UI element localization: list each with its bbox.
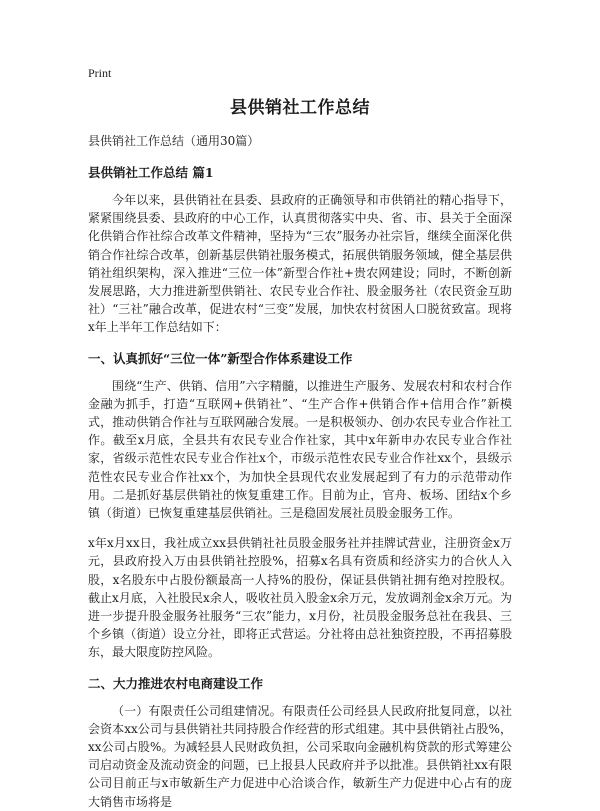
paragraph: x年x月xx日，我社成立xx县供销社社员股金服务社并挂牌试营业，注册资金x万元，县政府投入万由县供销社控股%，招募x名具有资质和经济实力的合伙人入股，x名股东中占股份额最高一人持%的股份，保证县供销社拥有绝对控股权。截止x月底，入社股民x余人，吸收社员入股金x余万元，发放调剂金x余万元。为进一步提升股金服务社服务“三农”能力，x月份，社员股金服务总社在我县、三个乡镇（街道）设立分社，即将正式营运。分社将由总社独资控股，不再招募股东，最大限度防控风险。 bbox=[88, 536, 512, 660]
section-1 bbox=[88, 163, 512, 337]
paragraph: 围绕“生产、供销、信用”六字精髓，以推进生产服务、发展农村和农村合作金融为抓手，打造“互联网+供销社”、“生产合作+供销合作+信用合作”新模式，推动供销合作社与互联网融合发展。一是积极领办、创办农民专业合作社工作。截至x月底，全县共有农民专业合作社家，其中x年新申办农民专业合作社家，省级示范性农民专业合作社x个，市级示范性农民专业合作社xx个，县级示范性农民专业合作社xx个，为加快全县现代农业发展起到了有力的示范带动作用。二是抓好基层供销社的恢复重建工作。目前为止，官舟、板场、团结x个乡镇（街道）已恢复重建基层供销社。三是稳固发展社员股金服务工作。 bbox=[88, 378, 512, 521]
document-title: 县供销社工作总结 bbox=[230, 98, 370, 118]
section-heading: 一、认真抓好“三位一体”新型合作体系建设工作 bbox=[88, 350, 353, 366]
paragraph: 今年以来，县供销社在县委、县政府的正确领导和市供销社的精心指导下，紧紧围绕县委、县政府的中心工作，认真贯彻落实中央、省、市、县关于全面深化供销合作社综合改革文件精神，坚持为“三农”服务办社宗旨，继续全面深化供销合作社综合改革，创新基层供销社服务模式，拓展供销服务领域，健全基层供销社组织架构，深入推进“三位一体”新型合作社+贵农网建设；同时，不断创新发展思路，大力推进新型供销社、农民专业合作社、股金服务社（农民资金互助社）“三社”融合改革，促进农村“三变”发展，加快农村贫困人口脱贫致富。现将x年上半年工作总结如下： bbox=[88, 193, 512, 335]
section-heading: 二、大力推进农村电商建设工作 bbox=[88, 675, 264, 691]
section-heading: 县供销社工作总结 篇1 bbox=[88, 165, 214, 180]
section-2 bbox=[88, 349, 512, 662]
section-3 bbox=[88, 674, 512, 811]
paragraph: （一）有限责任公司组建情况。有限责任公司经县人民政府批复同意，以社会资本xx公司与县供销社共同持股合作经营的形式组建。其中县供销社占股%，xx公司占股%。为减轻县人民财政负担，公司采取向金融机构贷款的形式筹建公司启动资金及流动资金的问题，已上报县人民政府并予以批准。县供销社xx有限公司目前正与x市敏新生产力促进中心洽谈合作，敏新生产力促进中心占有的庞大销售市场将是 bbox=[88, 703, 512, 809]
print-link[interactable]: Print bbox=[88, 66, 112, 80]
document-subtitle: 县供销社工作总结（通用30篇） bbox=[88, 134, 260, 148]
